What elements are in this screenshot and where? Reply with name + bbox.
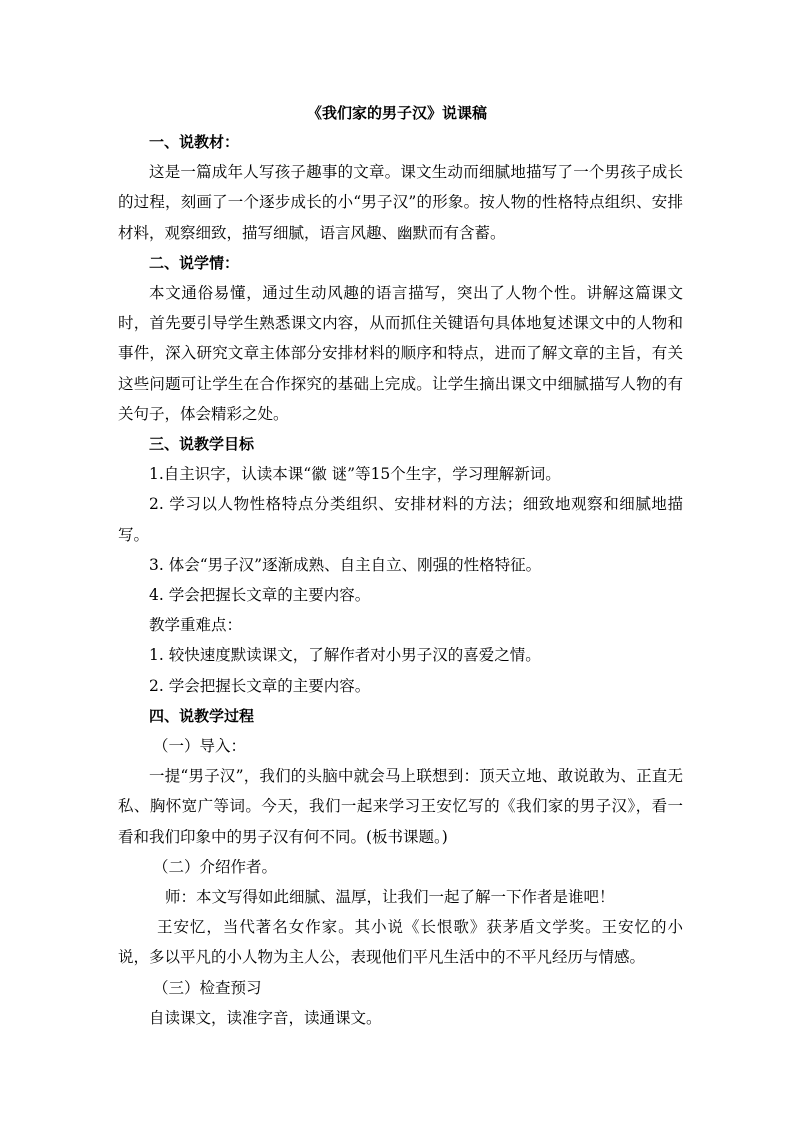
goal-item-2: 2. 学习以人物性格特点分类组织、安排材料的方法；细致地观察和细腻地描写。 xyxy=(118,495,683,544)
paragraph-author-bio: 王安忆，当代著名女作家。其小说《长恨歌》获茅盾文学奖。王安忆的小说，多以平凡的小人物为主人公，表现他们平凡生活中的不平凡经历与情感。 xyxy=(118,918,683,967)
paragraph-self-reading: 自读课文，读准字音，读通课文。 xyxy=(149,1008,382,1027)
paragraph-teacher-line: 师：本文写得如此细腻、温厚，让我们一起了解一下作者是谁吧！ xyxy=(165,888,615,907)
paragraph-student-situation: 本文通俗易懂，通过生动风趣的语言描写，突出了人物个性。讲解这篇课文时，首先要引导学生熟悉课文内容，从而抓住关键语句具体地复述课文中的人物和事件，深入研究文章主体部分安排材料的顺序和特点，进而了解文章的主旨，有关这些问题可让学生在合作探究的基础上完成。让学生摘出课文中细腻描写人物的有关句子，体会精彩之处。 xyxy=(118,284,683,423)
subheading-introduction: （一）导入： xyxy=(153,737,247,756)
paragraph-teaching-material: 这是一篇成年人写孩子趣事的文章。课文生动而细腻地描写了一个男孩子成长的过程，刻画了一个逐步成长的小“男子汉”的形象。按人物的性格特点组织、安排材料，观察细致，描写细腻，语言风趣、幽默而有含蓄。 xyxy=(118,163,683,242)
difficulty-item-1: 1. 较快速度默读课文，了解作者对小男子汉的喜爱之情。 xyxy=(149,646,541,665)
subheading-author: （二）介绍作者。 xyxy=(153,857,278,876)
goal-item-4: 4. 学会把握长文章的主要内容。 xyxy=(149,586,371,605)
paragraph-introduction: 一提“男子汉”，我们的头脑中就会马上联想到：顶天立地、敢说敢为、正直无私、胸怀宽广等词。今天，我们一起来学习王安忆写的《我们家的男子汉》，看一看和我们印象中的男子汉有何不同。(板书课题。) xyxy=(118,767,683,846)
goal-item-3: 3. 体会“男子汉”逐渐成熟、自主自立、刚强的性格特征。 xyxy=(149,555,542,574)
document-title: 《我们家的男子汉》说课稿 xyxy=(306,104,487,122)
section-heading-teaching-material: 一、说教材： xyxy=(149,133,240,151)
subheading-preview-check: （三）检查预习 xyxy=(153,978,262,997)
goal-item-1: 1.自主识字，认读本课“徽 谜”等15个生字，学习理解新词。 xyxy=(149,465,561,484)
section-heading-teaching-goals: 三、说教学目标 xyxy=(149,435,255,454)
document-body xyxy=(118,127,683,1033)
key-difficulties-label: 教学重难点： xyxy=(149,616,243,635)
section-heading-teaching-process: 四、说教学过程 xyxy=(149,706,255,725)
difficulty-item-2: 2. 学会把握长文章的主要内容。 xyxy=(149,676,371,695)
section-heading-student-situation: 二、说学情： xyxy=(149,253,240,272)
